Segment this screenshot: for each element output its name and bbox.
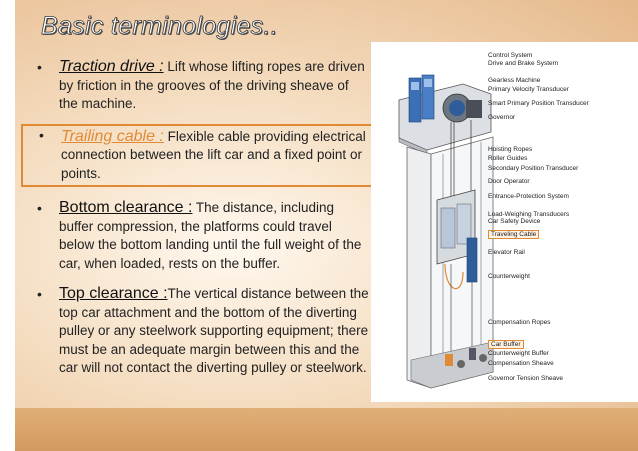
callout-counterweight: Counterweight	[488, 273, 530, 280]
bullet-bottom-clearance	[29, 199, 369, 273]
term-bottom-clearance: Bottom clearance :	[59, 199, 193, 216]
definition-top-clearance: The vertical distance between the top car attachment and the bottom of the diverting pulley or any steelwork supporting equipment; there must be an adequate margin between this and the car will not contact the diverting pulley or steelwork.	[59, 286, 369, 375]
callout-governor-tension-sheave: Governor Tension Sheave	[488, 375, 564, 382]
callout-secondary-position-transducer: Secondary Position Transducer	[488, 165, 579, 172]
callout-traveling-cable: Traveling Cable	[488, 230, 539, 239]
bullet-dot: •	[37, 286, 42, 302]
bullet-dot: •	[37, 59, 42, 75]
callout-control-system: Control System	[488, 52, 533, 59]
callout-load-weighing: Load-Weighing Transducers	[488, 211, 570, 218]
term-trailing-cable: Trailing cable :	[61, 127, 164, 145]
callout-governor: Governor	[488, 114, 516, 121]
callout-entrance-protection: Entrance-Protection System	[488, 193, 569, 200]
callout-primary-velocity-transducer: Primary Velocity Transducer	[488, 86, 569, 93]
callout-door-operator: Door Operator	[488, 178, 530, 185]
bullet-dot: •	[39, 126, 44, 143]
callout-hoisting-ropes: Hoisting Ropes	[488, 146, 533, 153]
definition-trailing-cable: Flexible cable providing electrical connection between the lift car and a fixed point or points.	[61, 128, 366, 181]
definition-traction-drive: Lift whose lifting ropes are driven by friction in the grooves of the driving sheave of the machine.	[59, 59, 365, 111]
definition-bottom-clearance: The distance, including buffer compression, the platforms could travel below the bottom landing until the full weight of the car, when loaded, rests on the buffer.	[59, 200, 362, 271]
bullet-top-clearance	[29, 285, 369, 378]
callout-smart-position-transducer: Smart Primary Position Transducer	[488, 100, 589, 107]
bullet-list	[29, 58, 369, 378]
callout-gearless-machine: Gearless Machine	[488, 77, 541, 84]
bullet-trailing-cable	[21, 124, 375, 188]
callout-car-safety-device: Car Safety Device	[488, 218, 541, 225]
slide	[15, 0, 638, 451]
slide-title: Basic terminologies..	[41, 12, 278, 40]
callout-elevator-rail: Elevator Rail	[488, 249, 525, 256]
callout-compensation-sheave: Compensation Sheave	[488, 360, 554, 367]
bullet-traction-drive	[29, 58, 369, 114]
bullet-dot: •	[37, 200, 42, 216]
term-top-clearance: Top clearance :	[59, 285, 168, 302]
callout-compensation-ropes: Compensation Ropes	[488, 319, 551, 326]
footer-band	[15, 408, 638, 451]
callout-roller-guides: Roller Guides	[488, 155, 528, 162]
callout-car-buffer: Car Buffer	[488, 340, 524, 349]
callout-drive-brake-system: Drive and Brake System	[488, 60, 559, 67]
callout-counterweight-buffer: Counterweight Buffer	[488, 350, 549, 357]
term-traction-drive: Traction drive :	[59, 58, 164, 75]
